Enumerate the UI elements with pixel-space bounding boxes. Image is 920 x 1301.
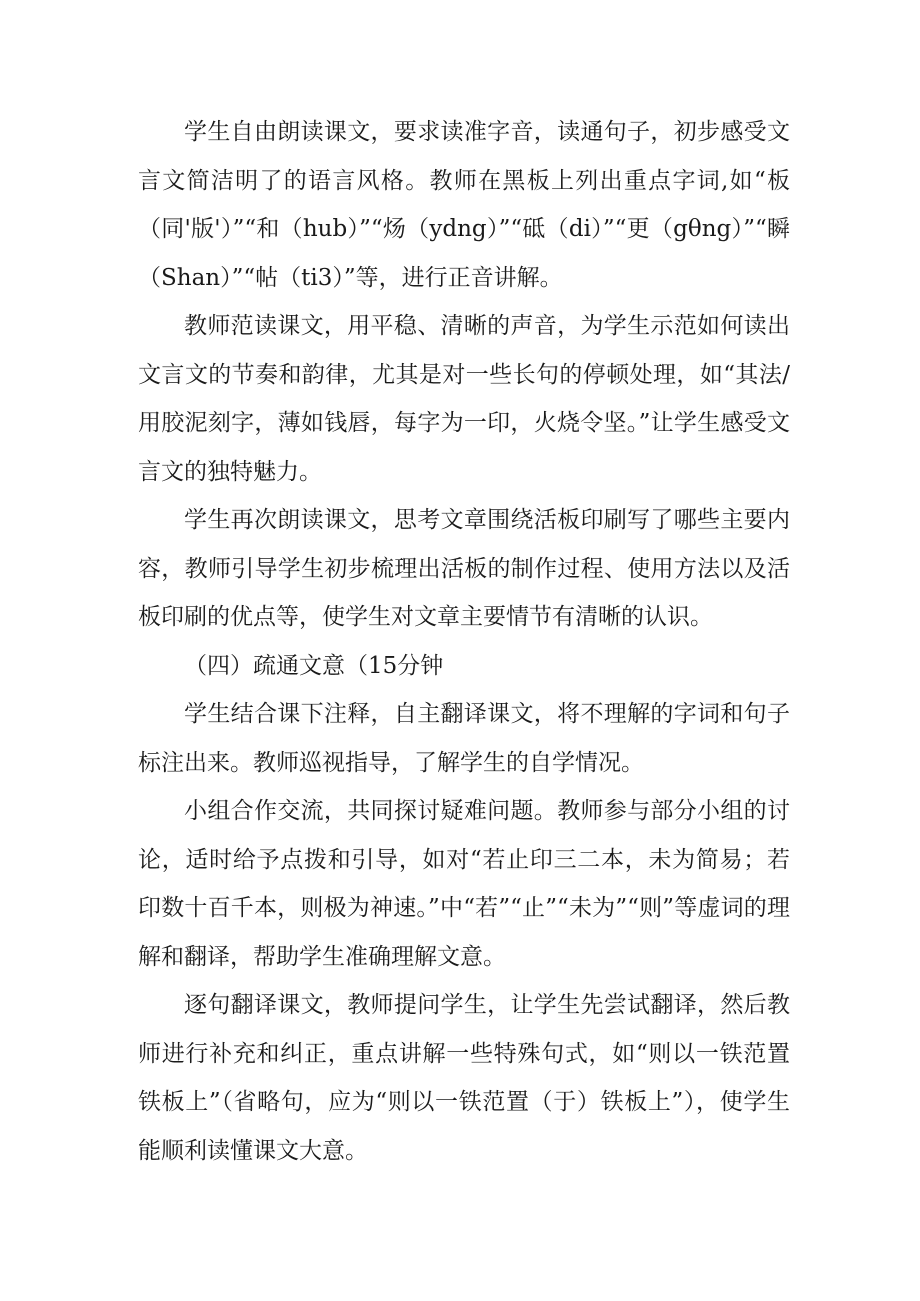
document-body bbox=[138, 108, 790, 1175]
paragraph-group-discussion: 小组合作交流，共同探讨疑难问题。教师参与部分小组的讨论，适时给予点拨和引导，如对“若止印三二本，未为简易；若印数十百千本，则极为神速。”中“若”“止”“未为”“则”等虚词的理解和翻译，帮助学生准确理解文意。 bbox=[138, 798, 790, 970]
paragraph-rereading: 学生再次朗读课文，思考文章围绕活板印刷写了哪些主要内容，教师引导学生初步梳理出活板的制作过程、使用方法以及活板印刷的优点等，使学生对文章主要情节有清晰的认识。 bbox=[138, 507, 790, 630]
paragraph-teacher-model-reading: 教师范读课文，用平稳、清晰的声音，为学生示范如何读出文言文的节奏和韵律，尤其是对一些长句的停顿处理，如“其法/用胶泥刻字，薄如钱唇，每字为一印，火烧令坚。”让学生感受文言文的独特魅力。 bbox=[138, 313, 790, 485]
paragraph-self-translation: 学生结合课下注释，自主翻译课文，将不理解的字词和句子标注出来。教师巡视指导，了解学生的自学情况。 bbox=[138, 701, 790, 776]
paragraph-reading-aloud: 学生自由朗读课文，要求读准字音，读通句子，初步感受文言文简洁明了的语言风格。教师在黑板上列出重点字词,如“板（同'版'）”“和（hub）”“炀（ydng）”“砥（di）”“更（gθng）”“瞬（Shan）”“帖（ti3）”等，进行正音讲解。 bbox=[138, 119, 790, 291]
paragraph-sentence-translation: 逐句翻译课文，教师提问学生，让学生先尝试翻译，然后教师进行补充和纠正，重点讲解一些特殊句式，如“则以一铁范置铁板上”（省略句，应为“则以一铁范置（于）铁板上”），使学生能顺利读懂课文大意。 bbox=[138, 992, 790, 1164]
section-heading: （四）疏通文意（15分钟 bbox=[184, 652, 444, 679]
